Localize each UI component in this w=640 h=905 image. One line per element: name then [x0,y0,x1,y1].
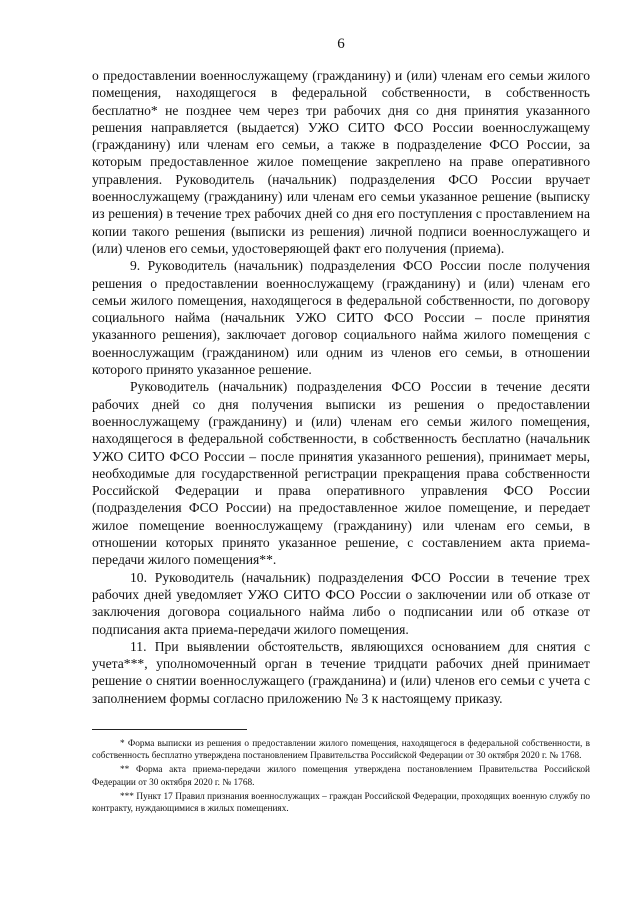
paragraph-10: 10. Руководитель (начальник) подразделения ФСО России в течение трех рабочих дней уведомляет УЖО СИТО ФСО России о заключении или об отказе от заключения договора социального найма либо о подписании или об отказе от подписания акта приема-передачи жилого помещения. [92,569,590,637]
paragraph-9: 9. Руководитель (начальник) подразделения ФСО России после получения решения о предоставлении военнослужащему (гражданину) и (или) членам его семьи жилого помещения, находящегося в федеральной собственности, по договору социального найма (начальник УЖО СИТО ФСО России – после принятия указанного решения), заключает договор социального найма жилого помещения с военнослужащим (гражданином) или одним из членов его семьи, в отношении которого принято указанное решение. [92,258,590,378]
footnote-2: ** Форма акта приема-передачи жилого помещения утверждена постановлением Правительства Российской Федерации от 30 октября 2020 г. № 1768. [92,765,590,788]
paragraph-9-part-2: Руководитель (начальник) подразделения ФСО России в течение десяти рабочих дней со дня получения выписки из решения о предоставлении военнослужащему (гражданину) и (или) членам его семьи жилого помещения, находящегося в федеральной собственности, в собственность бесплатно (начальник УЖО СИТО ФСО России – после принятия указанного решения), принимает меры, необходимые для государственной регистрации прекращения права собственности Российской Федерации и права оперативного управления ФСО России (подразделения ФСО России) на предоставленное жилое помещение, и передает жилое помещение военнослужащему (гражданину) или членам его семьи, в отношении которых принято указанное решение, с составлением акта приема-передачи жилого помещения**. [92,379,590,568]
page-number: 6 [337,36,345,52]
footnote-1: * Форма выписки из решения о предоставлении жилого помещения, находящегося в федеральной собственности, в собственность бесплатно утверждена постановлением Правительства Российской Федерации от 30 октября 2020 г. № 1768. [92,738,590,762]
body-text [92,67,590,707]
footnote-divider [92,729,247,730]
paragraph-11: 11. При выявлении обстоятельств, являющихся основанием для снятия с учета***, уполномоченный орган в течение тридцати рабочих дней принимает решение о снятии военнослужащего (гражданина) и (или) членов его семьи с учета с заполнением формы согласно приложению № 3 к настоящему приказу. [92,638,590,706]
footnote-3: *** Пункт 17 Правил признания военнослужащих – граждан Российской Федерации, проходящих военную службу по контракту, нуждающимися в жилых помещениях. [92,791,590,814]
paragraph-continuation: о предоставлении военнослужащему (гражданину) и (или) членам его семьи жилого помещения, находящегося в федеральной собственности, в собственность бесплатно* не позднее чем через три рабочих дня со дня принятия указанного решения направляется (выдается) УЖО СИТО ФСО России военнослужащему (гражданину) или членам его семьи, а также в подразделение ФСО России, за которым предоставленное жилое помещение закреплено на праве оперативного управления. Руководитель (начальник) подразделения ФСО России вручает военнослужащему (гражданину) или членам его семьи указанное решение (выписку из решения) в течение трех рабочих дней со дня его поступления с проставлением на копии такого решения (выписки из решения) личной подписи военнослужащего и (или) членов его семьи, удостоверяющей факт его получения (приема). [92,68,590,256]
footnotes [92,738,590,815]
